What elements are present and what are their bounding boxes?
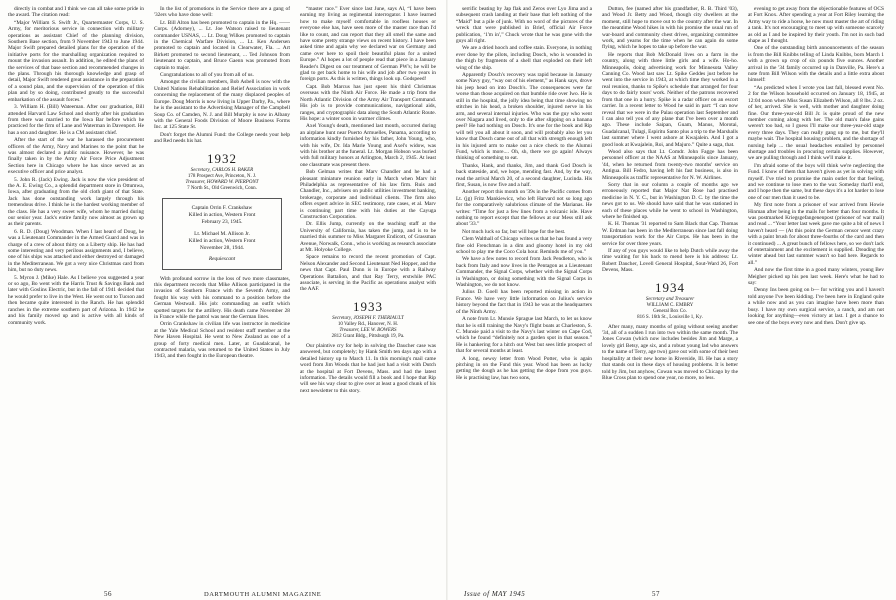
class-secretary: Secretary, JOSEPH F. THERIAULT	[332, 315, 404, 321]
secretary-address: 178 Prospect Ave, Princeton, N. J.	[187, 173, 257, 179]
paragraph: Amongst the civilian members, Bob Asbell is now with the United Nations Rehabilitation and Relief Association in work concerning the replacement of the many displaced peoples of Europe. Doug Morris is now living in Upper Darby, Pa., where he is the assistant to the Advertising Manager of the Campbell Soup Co. of Camden, N. J. and Bill Murphy is now in Albany with the General Foods Division of Moore Business Forms Inc. at 125 State St.	[154, 79, 290, 131]
page-number: 56	[104, 590, 112, 598]
paragraph: 5. John R. (Jack) Ewing. Jack is now the vice president of the A. E. Ewing Co., a splendid department store in Ottumwa, Iowa, after graduating from the old cloth giant of that State. Jack has done outstanding work largely through his tremendous drive. I think he is the hardest working member of the class. He has a very sweet wife, whom he married during our senior year. Jack's entire family now almost as grown up as their parents.	[8, 176, 144, 228]
paragraph: Lt. Bill Alton has been promoted to captain in the Hq. —— Corps. (Adorney), ... Lt. Joe Watson raised to lieutenant commander USNAS, ... Lt. Doug Wilkes promoted to captain in the Chemical Warfare Division, ... Lt. Ken Andersen promoted to captain and located in Clearwater, Fla. ... Art Birkett promoted to second lieutenant, ... Ted Johnson from lieutenant to captain, and Bruce Gaenn was promoted from captain to major.	[154, 19, 290, 71]
paragraph: Dr. Ellis Jump, currently on the teaching staff at the University of California, has taken the jump, and is to be married this summer to Miss Margaret Endicott, of Grassman Avenue, Norwalk, Conn., who is working as research associate at Mt. Holyoke College.	[300, 221, 436, 254]
magazine-title: DARTMOUTH ALUMNI MAGAZINE	[204, 591, 322, 598]
paragraph: Space remains to record the recent promotion of Capt. Nelson Alexander and Second Lieutenant Ned Hopper, and the news that Capt. Paul Dunn is in Europe with a Railway Operations Battalion, and that Ray Terry, erstwhile PAC associate, is serving in the Pacific as operations analyst with the AAF.	[300, 254, 436, 293]
paragraph: Don't forget the Alumni Fund: the College needs your help and Red needs his hat.	[154, 131, 290, 145]
paragraph: “Major William S. Swift Jr., Quartermaster Corps, U. S. Army, for meritorious service in connection with military operations as assistant Chief of the planning division, Southern Base section, from 9 November 1943 to June 1944. Major Swift prepared detailed plans for the operation of the initiative ports for the marshalling organization required to mount the invasion assault. In addition, he edited the plans of the services of that base section and recommended changes in the plans. Through his thorough knowledge and grasp of detail, Major Swift rendered great assistance in the preparation of a sound plan, and the supervision of the operation of this plan and by so doing, contributed greatly to the successful embarkation of the assault forces.”	[8, 19, 144, 103]
class-year-heading: 1933	[353, 298, 383, 314]
paragraph: Apparently Dosch's recovery was rapid because in January some Navy guy, “way out of his element,” as Hank says, drove his jeep head on into Dosch's. The consequences were far worse than those acquired on that bumble ride over Iwo. He is still in the hospital, the jolly idea being that time showing no stitches in his head, a broken shoulder, injured nerve in his arm, and several internal injuries. Who was the guy who went over Niagara and lived, only to die after slipping on a banana peel? He had nothing on Dosch. It's one for the book and Rip will tell you all about it soon, and will probably also let you know that Dosch came out of all that with strength enough left in his injured arm to make out a nice check to the Alumni Fund, which is more.... Oh, sh, there we go again! Always thinking of something to eat.	[456, 72, 592, 162]
paragraph: Thanks, Hank, and thanks, Jim, and thank God Dosch is back stateside, and, we hope, mending fast. And, by the way, read the arrival March 20, of a second daughter, Lucinda. His first, Susan, is now five and a half.	[456, 162, 592, 188]
paragraph: Clem Walthall of Chicago writes us that he has found a very fine old Frenchman in a dim and gloomy hotel in my old school to play me the Coco Cola hour. Reminds me of you.”	[456, 236, 592, 256]
paragraph: A long, newsy letter from Wood Potter, who is again pitching in on the Fund this year. Wood has been as lucky getting the dough as he has getting the dope from you guys. He is practising law, has two sons,	[456, 355, 592, 381]
page-number: 57	[652, 590, 660, 598]
paragraph: One of the outstanding birth announcements of the season is from the Bill Knibbs telling of Linda Knibbs, born March 1 with a grown up crop of six pounds five ounces. Another arrival in the '34 family occurred up in Danville, Pa. Here's a note from Bill Wilson with the details and a little extra about himself:	[748, 45, 884, 84]
paragraph: Axel Young's death, mentioned last month, occurred during an airplane hunt near Puerto Armuelles, Panama, according to information kindly furnished by his father, John Young, who, with his wife, Dr. Ida Marie Young and Axel's widow, was with his brother at the funeral. Lt. Morgan Hobson was buried with full military honors at Arlington, March 2, 1945. At least one classmate was present there.	[300, 123, 436, 168]
paragraph: We are a dried hooch and coffee stain. Everyone, in nothing ever done by the pilots, including Dosch, who is wounded in the thigh by fragments of a shell that exploded on their left wing of the ship.	[456, 45, 592, 71]
class-officer-company: General Box Co.	[653, 308, 687, 314]
issue-date: Issue of MAY 1945	[464, 590, 526, 598]
paragraph: Dutton, fee (named after his grandfather, R. B. Third '03), and Wood Jr. Betty and Wood, though city dwellers at the moment, still hope to move out to the country after the war. In the meantime Wood hikes in with his promise the usual run of war-board and community chest drives, organizing committee work, and yearns for the time when he can again do some flying, which he hopes to take up before the war.	[602, 6, 738, 51]
paragraph: Our plaintive cry for help in solving the Daucher case was answered, but completely; by Hank Smith ten days ago with a detailed history up to March 11. In this morning's mail came word from Jim Woods that he had just had a visit with Dutch at the hospital at Fort Devens, Mass. and had the latest information. The details would fill a book and I hope that Rip will see his way clear to give over at least a good chunk of his next newsletter to this story.	[300, 342, 436, 394]
right-column-3	[748, 6, 884, 580]
class-treasurer: Treasurer, HOWARD W. PIERPONT	[185, 179, 259, 185]
paragraph: Denny Ins been going on b— for writing you and I haven't told anyone I've been kidding. I've been here in England quite a while now and as you can imagine have been more than busy. I have my own surgical service, a ranch, and am not looking for anything—even victory at last. I get a chance to see one of the boys every now and then. Don't give up.	[748, 287, 884, 326]
memorial-detail: Killed in action, Western Front	[188, 211, 256, 218]
paragraph: Orrin Crankshaw in civilian life was instructor in medicine at the Yale Medical School and resident staff member at the New Haven Hospital. He went to New Zealand as one of a group of forty medical men. Later, at Guadalcanal, he contracted malaria, was returned to the United States in July 1943, and then fought in the European theatre.	[154, 321, 290, 360]
paragraph: Julius D. Goell has been reported missing in action in France. We have very little information on Julius's service history beyond the fact that in 1943 he was at the headquarters of the Ninth Army.	[456, 289, 592, 315]
treasurer-address: 7 North St., Old Greenwich, Conn.	[187, 185, 257, 191]
paragraph: We have a few notes to record from Jack Pendleton, who is back from Italy and now lives in the Pentagon as a Lieutenant Commander, the Signal Corps, whether with the Signal Corps in Washington, or doing something with the Signal Corps in Washington, we do not know.	[456, 256, 592, 289]
paragraph: “master race.” Ever since last June, says Al, “I have been earning my living as regimental interrogator. I have learned how to make myself comfortable in roofless houses or everyone else has, have seen more of the master race than I'd like to count, and can report that they all smell the same and have some pretty strange views on recent history. I have been asked time and again why we declared war on Germany and came over here to spoil their beautiful plans for a united Europe.” Al hopes a lot of people read that piece in a January Reader's Digest on our treatment of German PW's; he will be glad to get back home to his wife and job after two years in foreign ports. As this is written, things look up. Godspeed!	[300, 6, 436, 83]
paragraph: Bob Gelman writes that Marv Chandler and he had a pleasant miniature reunion early in March when Marv hit Philadelphia as representative of his law firm. Ruis and Chandler, Inc., advisers on public utilities investment banking, brokerage, corporate and individual clients. The firm also offers expert advice in SEC testimony, rate cases, et al. Marv is continuing part time with his duties at the Cayuga Construction Corporation.	[300, 169, 436, 220]
left-page	[8, 6, 440, 598]
paragraph: My first note from a prisoner of war arrived from Howie Hinman after being in the mails for better than four months. It was postmarked Kriegsgefangenenpost (prisoner of war mail) and read ... “Your letter last week gave me quite a bit of news I haven't heard — (At this point the German censor went crazy with a paint brush for about three-fourths of the card and then it continued) ... A great bunch of fellows here, so we don't lack of entertainment and the excitement is supplied. Dreading the winter ahead but last summer wasn't so bad here. Regards to all.”	[748, 202, 884, 266]
memorial-name: Captain Orrin F. Crankshaw	[191, 204, 253, 211]
paragraph: 3. William H. (Bill) Wateeman. After our graduation, Bill attended Harvard Law School and shortly after his graduation from there was married to the Iowa Bar before which he practiced for the firm of Lane and Waterman in Davenport. He has a son and daughter. He is a CM assistant chief.	[8, 104, 144, 136]
paragraph: Capt. Bob Marcus has just spent his third Christmas overseas with the Ninth Air Force. He made a trip from the North Atlantic Division of the Army Air Transport Command. His job is to provide communications, navigational aids, ranges, and cryptographic data along the South Atlantic Route. His hope: a winter soon in warmer climes.	[300, 83, 436, 122]
right-column-1	[456, 6, 592, 580]
paragraph: And now the first time in a good many winters, young Bev Meigher picked up his pen last week. Here's what he had to say:	[748, 267, 884, 287]
paragraph: Sorry that in our column a couple of months ago we erroneously reported that Major Nat Rose had practised medicine in N. Y. C., but in Washington D. C. by the time the news got to us. We should have said that he was stationed in each of these places while he went to school in Washington, where he finished up.	[602, 181, 738, 220]
paragraph: 6. R. D. (Doug) Woodman. When I last heard of Doug, he was a Lieutenant Commander in the Armed Guard and was in charge of a crew of about thirty on a Liberty ship. He has had some interesting and very perilous assignments and, I believe, one of his ships was attacked and either destroyed or damaged in the Mediterranean. We got a very nice Christmas card from him, but no duty news.	[8, 228, 144, 274]
paragraph: A note from Lt. Munsie Sprague last March, to let us know that he is still training the Navy's flight boats at Charleston, S. C. Munsie paid a visit to the Navy's last winter on Cape Cod, which he found “definitely not a garden spot in that season.” He is hankering for a hitch out West but sees little prospect of that for several months at least.	[456, 316, 592, 355]
paragraph: I'm afraid some of the boys will think we're neglecting the Fund. I know of them that haven't given as yet in solving with myself. I've tried to promise the main outlet for that feeling, and we continue to lose men to the war. Someday that'll end, and I hope then the same, but these days it's a lot harder to lose one of our men than it used to be.	[748, 162, 884, 201]
left-column-2	[154, 6, 290, 580]
class-year-heading: 1932	[207, 150, 237, 166]
left-column-1	[8, 6, 144, 580]
paragraph: He reports that Bob McDonald lives on a farm in the country, along with three little girls and a wife. Ho-ho. Minneapolis, doing advertising work for Minnesota Valley Canning Co. Wood last saw Lt. Spike Geddes just before he went into the service in 1943, at which time they worked in a real reunion, thanks to Spike's schedule that arranged for four days to do fairly tours' work. Neither of the patrons recovered from that one in a hurry. Spike is a radar officer on an escort carrier. In a recent letter to Wood he said in part: “I can now reveal that we were in the Palau operation last September and I can also tell you of any plane that I've been over a month ago. These include Saipan, Guam, Manus, Morotai, Guadalcanal, Tulagi, Espiritu Santo plus a trip to the Marshalls last summer where I went ashore at Kwajalein. And I got a good look at Kwajalein, Roi, and Majuro.” Quite a saga, that.	[602, 51, 738, 148]
paragraph: After the start of the war he harassed the procurement officers of the Army, Navy and Marines to the point that he was almost declared a public nuisance. However, he was finally taken in by the Army Air Force Price Adjustment Section here in Chicago where he has since served as an executive officer and price analyst.	[8, 137, 144, 176]
paragraph: Not much luck so far, but will hope for the best.	[462, 228, 566, 235]
class-officer-address: 816 S. 16th St., Louisville 1, Ky.	[637, 314, 703, 320]
right-page	[456, 6, 888, 598]
memorial-name: Lt. Michael M. Allison Jr.	[194, 230, 250, 237]
treasurer-address: 2812 Grant Bldg., Pittsburgh 19, Pa.	[331, 333, 405, 339]
secretary-address: 10 Valley Rd., Hanover, N. H.	[337, 321, 399, 327]
paragraph: Wood also says that Lt. Comdr. John Fagge has been personnel officer at the NAAS at Minneapolis since January, '44, when he returned from twenty-two months' service on Antigua. Bill Fedro, having left his fast business, is also in Minneapolis as traffic representative for N. W. Airlines.	[602, 148, 738, 181]
paragraph: In the list of promotions in the Service there are a gang of '32ers who have done well:	[154, 6, 290, 19]
paragraph: serrific beating by Jap flak and Zeros over Lyo Jima and a subsequent crash landing at their base that left nothing of the “Maid” but a pile of junk. With no word of the pictures of the wreck that were published in Brief, official Air Force publication, ‘1'm in',” Chuck wrote that he was gone with the guys all right.	[456, 6, 592, 45]
class-officer-name: WILLIAM C. EMBRY	[646, 302, 694, 308]
memorial-date: November 28, 1944.	[199, 244, 245, 251]
page-gutter	[446, 0, 448, 600]
paragraph: 5. Myron J. (Mike) Hale. As I believe you suggested a year or so ago, Bo went with the Harris Trust & Savings Bank and later with Goslins Electric, but in the fall of 1941 decided that he would prefer to live in the West. He went out to Tucson and then became quite interested in the Ranch. He has splendid ranches in the extreme southern part of Arizona. In 1942 he and his family moved up and is active with all kinds of community work.	[8, 274, 144, 326]
paragraph: directly in combat and I think we can all take some pride in the award. The citation read:	[8, 6, 144, 19]
memorial-box	[162, 198, 282, 270]
paragraph: evening to get away from the objectionable features of OCS at Fort Knox. After spending a year at Fort Riley learning the Army way to ride a horse, he now must master the art of riding a tank. It's not encouraging to meet up with someone scarcely as old as I and be inspired by their youth. I'm not in such bad shape as I thought.	[748, 6, 884, 45]
memorial-detail: Killed in action, Western Front	[188, 237, 256, 244]
paragraph: After many, many months of going without seeing another '34, all of a sudden I run into two within the same month. The Jones Cowan (which now includes besides Jim and Marge, a lovely girl Betsy, age six, and a robust young lad who answers to the name of Terry, age two) gave out with some of their best hospitality at their new home in Riverside, Ill. He has a story that stands out in these days of housing problems. It is better told by Jim, but anyhow, Cowan was moved to Chicago by the Blue Cross plan to spend one year, no more, no less.	[602, 323, 738, 381]
memorial-requiescant: Requiescant	[208, 255, 236, 262]
right-column-2	[602, 6, 738, 580]
left-column-3	[300, 6, 436, 580]
class-officer-title: Secretary and Treasurer	[645, 296, 695, 302]
class-treasurer: Treasurer, LEE W. BOWERS	[339, 327, 397, 333]
paragraph: If any of you guys would like to help Dutch while away the time waiting for his back to mend here is his address: Lt. Robert Daucher, Lovell General Hospital, Sout-Ward 26, Fort Devens, Mass.	[602, 248, 738, 274]
memorial-date: February 23, 1945.	[201, 218, 243, 225]
paragraph: K. H. Thomas '31 reported to Sam Black that Cap. Thomas W. Erdman has been in the Mediterranean since last fall doing transportation work for the Air Corps. He has been in the service for over three years.	[602, 221, 738, 247]
paragraph: With profound sorrow in the loss of two more classmates, this department records that Mike Allison participated in the invasion of Southern France with the Seventh Army, and fought his way with his command to a position before the German Westwall. His job: commanding an outfit which spotted targets for the artillery. His death came November 28 in France while the patrol was near the German lines.	[154, 275, 290, 320]
paragraph: Congratulations to all of you from all of us.	[160, 72, 254, 79]
class-year-heading: 1934	[655, 279, 685, 295]
class-secretary: Secretary, CARLOS H. BAKER	[190, 167, 254, 173]
paragraph: Another report this month on '39s in the Pacific comes from Lt. (jg) Fritz Mankiewicz, who left Harvard not so long ago for the comparatively salubrious climate of the Marianas. He writes: “Time for just a few lines from a volcanic isle. Have nothing to report except that the fellows at our Mess still ask about '33.”	[456, 189, 592, 228]
paragraph: “As predicted when I wrote you last fall, blessed event No. 2 for the Wilson household occurred on January 18, 1945, at 12:04 noon when Miss Susan Elizabeth Wilson, all 8 lbs. 2 oz. of her, arrived. She is well, with mother and daughter doing fine. Our three-year-old Bill Jr. is quite proud of the new member coming along with her. The old man's false gains weren't too bad, so I guess I'll make our three-year-old stage every three days. They can really gang up to me, but they'll maybe wait. The hospital housing problem, and the shortage of nursing help ... the usual headaches entailed by personnel shortage and troubles in procuring certain supplies. However, we are pulling through and I think we'll make it.	[748, 84, 884, 162]
